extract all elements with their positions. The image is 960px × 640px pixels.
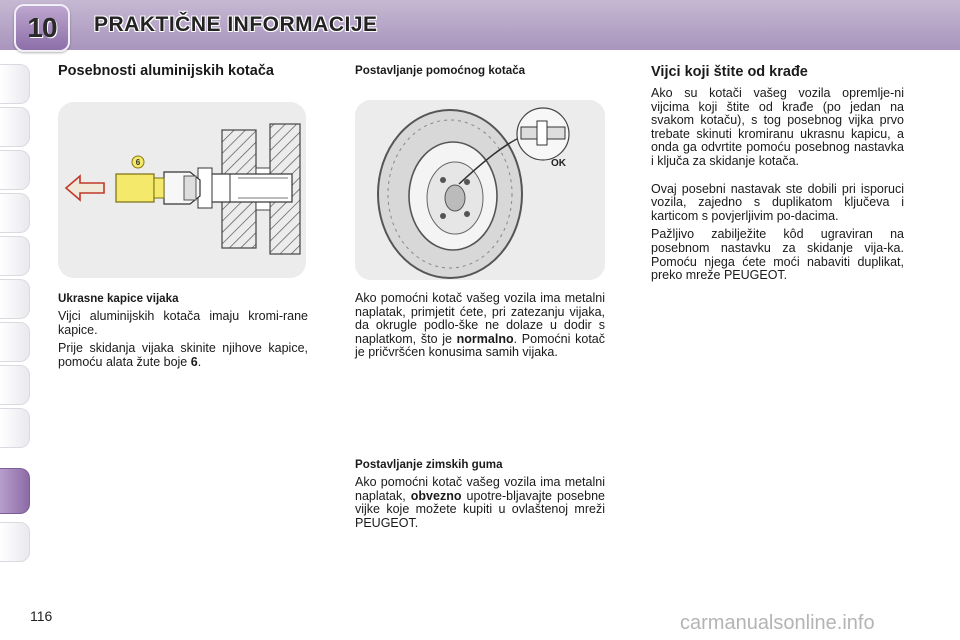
section-title: Vijci koji štite od krađe — [651, 64, 808, 80]
paragraph: Ako pomoćni kotač vašeg vozila ima metalni naplatak, obvezno upotre-bljavajte posebne vijke koje možete kupiti u ovlaštenoj mreži PEUGEOT. — [355, 475, 605, 530]
page-number: 116 — [30, 608, 53, 624]
paragraph: Ako su kotači vašeg vozila opremlje-ni vijcima koji štite od krađe (po jedan na svakom kotaču), s tog posebnog vijka prvo trebate skinuti kromiranu ukrasnu kapicu, a onda ga odvrtite pomoću posebnog nastavka i ključa za skidanje kotača. — [651, 86, 904, 168]
bold-reference: 6 — [190, 354, 198, 369]
chapter-tab-active[interactable] — [0, 468, 30, 514]
chapter-number: 10 — [27, 12, 57, 43]
paragraph: Pažljivo zabilježite kôd ugraviran na posebnom nastavku za skidanje vija-ka. Pomoću njega ćete moći nabaviti duplikat, preko mreže PEUGEOT. — [651, 227, 904, 283]
chapter-header — [0, 0, 960, 50]
left-column — [58, 63, 310, 79]
bolt-cap-illustration — [58, 102, 306, 278]
chapter-tab[interactable] — [0, 193, 30, 233]
chapter-tab[interactable] — [0, 522, 30, 562]
spare-wheel-illustration — [355, 100, 605, 280]
subheading-bolt-caps: Ukrasne kapice vijaka — [58, 292, 179, 305]
wheel-bolt-cap-figure — [58, 102, 306, 278]
chapter-tab[interactable] — [0, 408, 30, 448]
middle-column — [355, 64, 605, 82]
chapter-title: PRAKTIČNE INFORMACIJE — [94, 13, 378, 36]
chapter-tabs — [0, 64, 34, 574]
section-title: Posebnosti aluminijskih kotača — [58, 63, 274, 79]
chapter-tab[interactable] — [0, 236, 30, 276]
subheading-spare-wheel: Postavljanje pomoćnog kotača — [355, 64, 526, 77]
chapter-tab[interactable] — [0, 322, 30, 362]
right-column — [651, 64, 904, 288]
paragraph: Ovaj posebni nastavak ste dobili pri isporuci vozila, zajedno s duplikatom ključeva i karticom s povjerljivim po-dacima. — [651, 181, 904, 223]
chapter-tab[interactable] — [0, 279, 30, 319]
middle-column-winter — [355, 458, 605, 535]
spare-wheel-figure — [355, 100, 605, 280]
chapter-tab[interactable] — [0, 107, 30, 147]
chapter-tab[interactable] — [0, 64, 30, 104]
paragraph: Ako pomoćni kotač vašeg vozila ima metalni naplatak, primjetit ćete, pri zatezanju vijaka, da okrugle podlo-ške ne dolaze u dodir s naplatkom, što je normalno. Pomoćni kotač je pričvršćen konusima samih vijaka. — [355, 291, 605, 360]
watermark: carmanualsonline.info — [680, 612, 875, 634]
chapter-badge — [14, 4, 70, 52]
chapter-tab[interactable] — [0, 365, 30, 405]
paragraph: Prije skidanja vijaka skinite njihove kapice, pomoću alata žute boje 6. — [58, 341, 308, 369]
bold-word: normalno — [456, 331, 514, 346]
left-column-text — [58, 292, 308, 374]
chapter-tab[interactable] — [0, 150, 30, 190]
paragraph: Vijci aluminijskih kotača imaju kromi-rane kapice. — [58, 309, 308, 337]
middle-column-text — [355, 292, 605, 365]
figure-callout-6: 6 — [135, 158, 141, 167]
subheading-winter-tyres: Postavljanje zimskih guma — [355, 458, 503, 471]
ok-label: OK — [551, 158, 566, 169]
bold-word: obvezno — [410, 488, 462, 503]
